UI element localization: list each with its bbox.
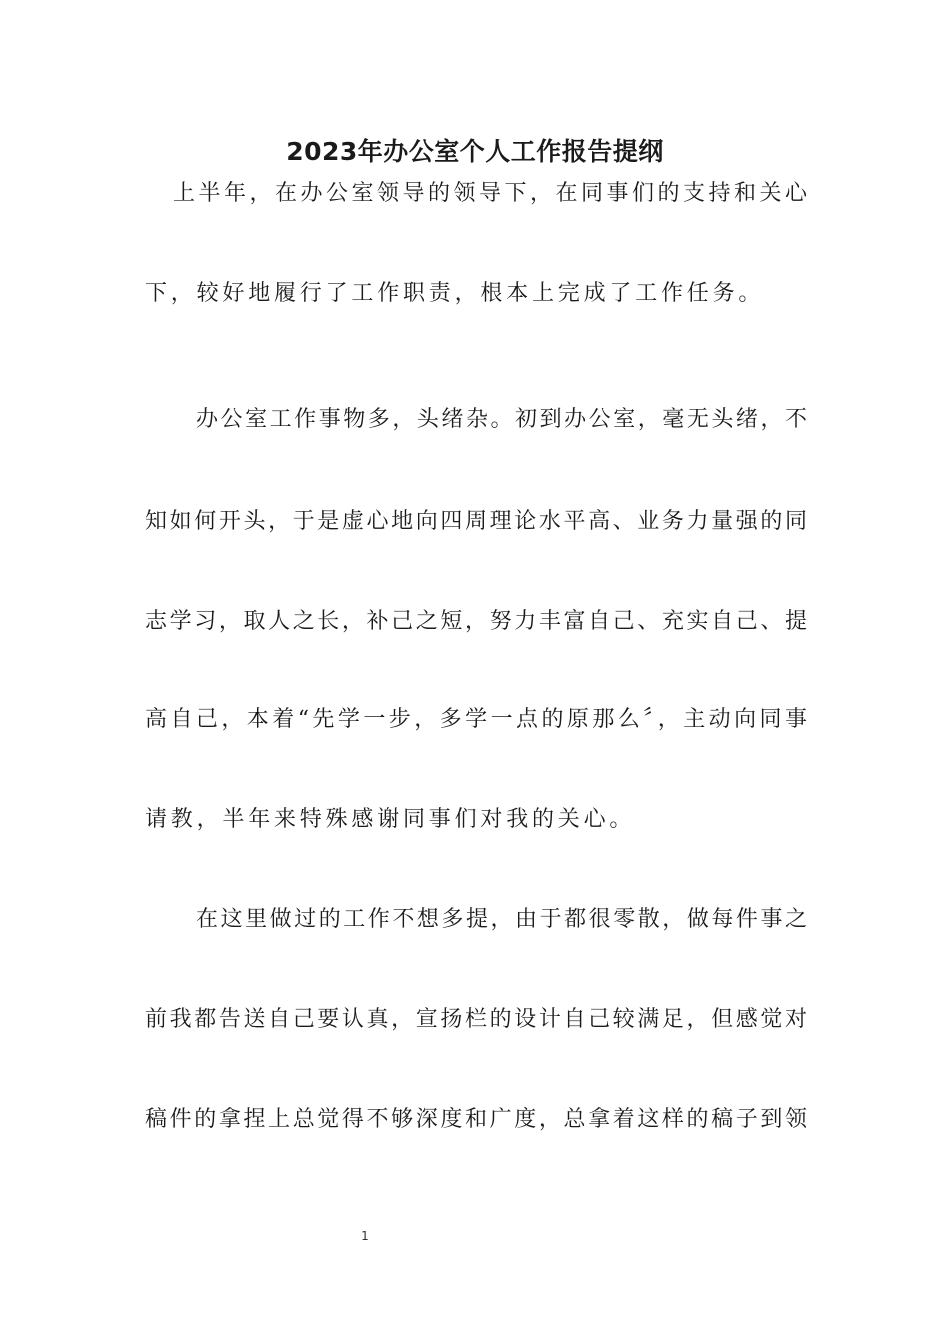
paragraph-line: 知如何开头，于是虚心地向四周理论水平高、业务力量强的同 xyxy=(145,509,807,534)
page-number: 1 xyxy=(361,1229,369,1243)
paragraph-line: 上半年，在办公室领导的领导下，在同事们的支持和关心 xyxy=(173,181,807,206)
paragraph-line: 办公室工作事物多，头绪杂。初到办公室，毫无头绪，不 xyxy=(196,407,807,432)
paragraph-line: 请教，半年来特殊感谢同事们对我的关心。 xyxy=(145,807,636,832)
document-title: 2023年办公室个人工作报告提纲 xyxy=(286,137,664,166)
paragraph-line: 前我都告送自己要认真，宣扬栏的设计自己较满足，但感觉对 xyxy=(145,1007,807,1032)
paragraph-line: 志学习，取人之长，补己之短，努力丰富自己、充实自己、提 xyxy=(145,609,807,634)
paragraph-line: 稿件的拿捏上总觉得不够深度和广度，总拿着这样的稿子到领 xyxy=(145,1107,807,1132)
paragraph-line: 下，较好地履行了工作职责，根本上完成了工作任务。 xyxy=(145,281,765,306)
paragraph-line: 在这里做过的工作不想多提，由于都很零散，做每件事之 xyxy=(196,907,807,932)
paragraph-line: 高自己，本着“先学一步，多学一点的原那么〞，主动向同事 xyxy=(145,707,807,732)
